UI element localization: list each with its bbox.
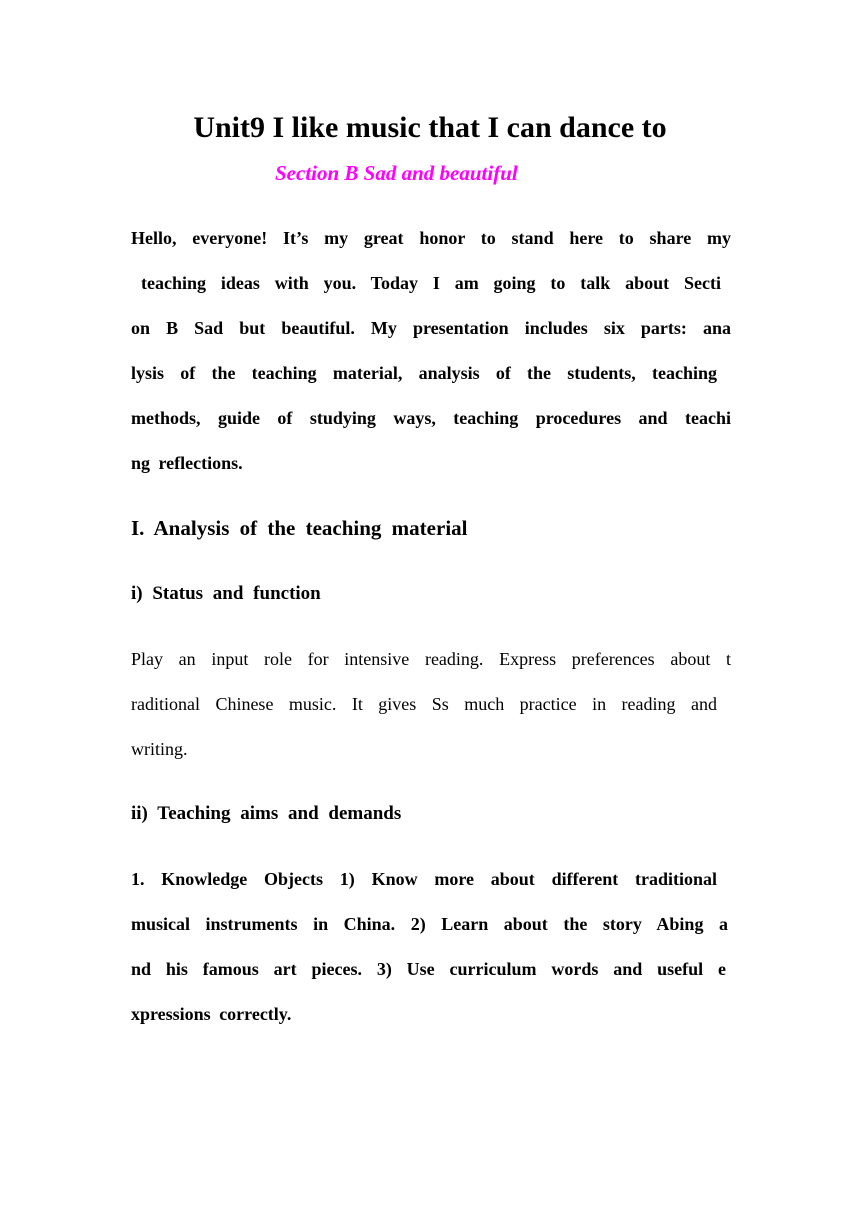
document-subtitle: Section B Sad and beautiful <box>275 161 518 185</box>
document-title: Unit9 I like music that I can dance to <box>193 111 667 144</box>
intro-line: Hello, everyone! It’s my great honor to stand here to share my <box>131 228 731 248</box>
knowledge-line: nd his famous art pieces. 3) Use curriculum words and useful e <box>131 959 726 979</box>
intro-line: methods, guide of studying ways, teaching procedures and teachi <box>131 408 731 428</box>
knowledge-line: musical instruments in China. 2) Learn about the story Abing a <box>131 914 728 934</box>
intro-line: on B Sad but beautiful. My presentation includes six parts: ana <box>131 318 731 338</box>
intro-line: lysis of the teaching material, analysis of the students, teaching <box>131 363 717 383</box>
status-line: raditional Chinese music. It gives Ss much practice in reading and <box>131 694 717 714</box>
subsection-heading: ii) Teaching aims and demands <box>131 803 402 824</box>
subsection-heading: i) Status and function <box>131 583 321 604</box>
section-heading: I. Analysis of the teaching material <box>131 516 468 540</box>
intro-line: teaching ideas with you. Today I am going to talk about Secti <box>141 273 721 293</box>
knowledge-line: 1. Knowledge Objects 1) Know more about different traditional <box>131 869 717 889</box>
knowledge-line: xpressions correctly. <box>131 1004 292 1024</box>
status-line: Play an input role for intensive reading. Express preferences about t <box>131 649 731 669</box>
intro-line: ng reflections. <box>131 453 243 473</box>
status-line: writing. <box>131 739 188 759</box>
